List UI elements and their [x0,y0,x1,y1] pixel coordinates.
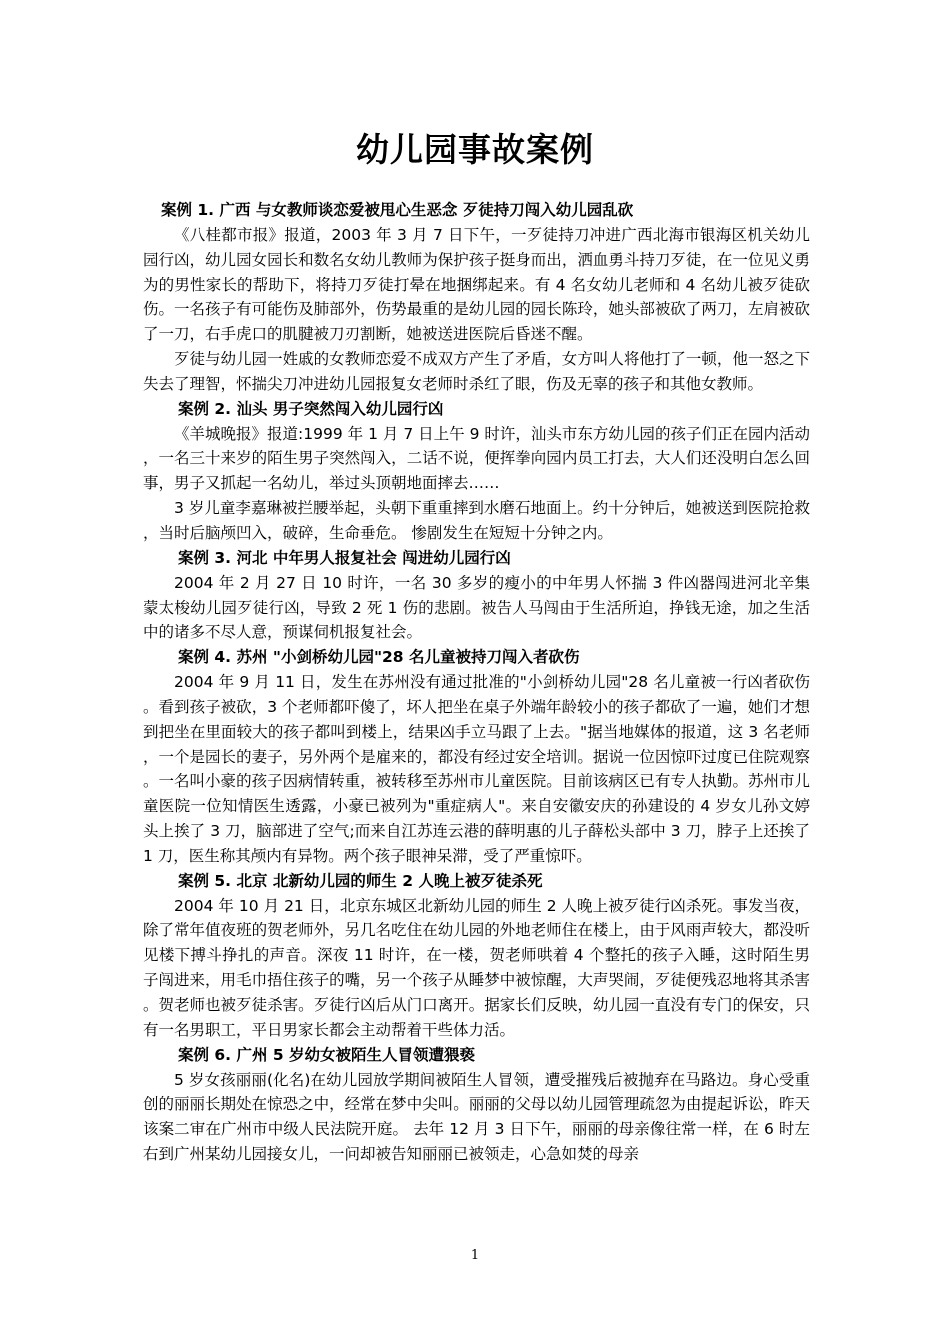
case-6-heading: 案例 6. 广州 5 岁幼女被陌生人冒领遭猥亵 [178,1045,476,1064]
case-2-heading: 案例 2. 汕头 男子突然闯入幼儿园行凶 [178,399,444,418]
case-1-paragraph-2: 歹徒与幼儿园一姓戚的女教师恋爱不成双方产生了矛盾，女方叫人将他打了一顿，他一怒之下失去了理智，怀揣尖刀冲进幼儿园报复女老师时杀红了眼，伤及无辜的孩子和其他女教师。 [143,350,810,393]
case-4-heading: 案例 4. 苏州 "小剑桥幼儿园"28 名儿童被持刀闯入者砍伤 [178,648,580,667]
case-1-paragraph-1: 《八桂都市报》报道，2003 年 3 月 7 日下午，一歹徒持刀冲进广西北海市银海区机关幼儿园行凶，幼儿园女园长和数名女幼儿教师为保护孩子挺身而出，洒血勇斗持刀歹徒，在一位见义勇为的男性家长的帮助下，将持刀歹徒打晕在地捆绑起来。有 4 名女幼儿老师和 4 名幼儿被歹徒砍伤。一名孩子有可能伤及肺部外，伤势最重的是幼儿园的园长陈玲，她头部被砍了两刀，左肩被砍了一刀，右手虎口的肌腱被刀刃割断，她被送进医院后昏迷不醒。 [143,225,810,344]
case-1-heading: 案例 1. 广西 与女教师谈恋爱被甩心生恶念 歹徒持刀闯入幼儿园乱砍 [161,201,634,219]
case-3-paragraph-1: 2004 年 2 月 27 日 10 时许，一名 30 多岁的瘦小的中年男人怀揣 3 件凶器闯进河北辛集蒙太梭幼儿园歹徒行凶，导致 2 死 1 伤的悲剧。被告人马闯由于生活所迫，挣钱无途，加之生活中的诸多不尽人意，预谋伺机报复社会。 [143,573,810,642]
case-4-paragraph-1: 2004 年 9 月 11 日，发生在苏州没有通过批准的"小剑桥幼儿园"28 名儿童被一行凶者砍伤。看到孩子被砍，3 个老师都吓傻了，坏人把坐在桌子外端年龄较小的孩子都砍了一遍，她们才想到把坐在里面较大的孩子都叫到楼上，结果凶手立马跟了上去。"据当地媒体的报道，这 3 名老师，一个是园长的妻子，另外两个是雇来的，都没有经过安全培训。据说一位因惊吓过度已住院观察。一名叫小豪的孩子因病情转重，被转移至苏州市儿童医院。目前该病区已有专人执勤。苏州市儿童医院一位知情医生透露，小豪已被列为"重症病人"。来自安徽安庆的孙建设的 4 岁女儿孙文婷头上挨了 3 刀，脑部进了空气;而来自江苏连云港的薛明惠的儿子薛松头部中 3 刀，脖子上还挨了 1 刀，医生称其颅内有异物。两个孩子眼神呆滞，受了严重惊吓。 [143,673,810,865]
document-title: 幼儿园事故案例 [356,130,594,169]
document-body [143,198,810,1167]
page-number: 1 [470,1248,480,1263]
case-3-heading: 案例 3. 河北 中年男人报复社会 闯进幼儿园行凶 [178,548,511,567]
case-6-paragraph-1: 5 岁女孩丽丽(化名)在幼儿园放学期间被陌生人冒领，遭受摧残后被抛弃在马路边。身心受重创的丽丽长期处在惊恐之中，经常在梦中尖叫。丽丽的父母以幼儿园管理疏忽为由提起诉讼，昨天该案二审在广州市中级人民法院开庭。 去年 12 月 3 日下午，丽丽的母亲像往常一样，在 6 时左右到广州某幼儿园接女儿，一问却被告知丽丽已被领走，心急如焚的母亲 [143,1070,810,1164]
case-2-paragraph-2: 3 岁儿童李嘉琳被拦腰举起，头朝下重重摔到水磨石地面上。约十分钟后，她被送到医院抢救，当时后脑颅凹入，破碎，生命垂危。 惨剧发生在短短十分钟之内。 [143,499,810,542]
case-2-paragraph-1: 《羊城晚报》报道:1999 年 1 月 7 日上午 9 时许，汕头市东方幼儿园的孩子们正在园内活动，一名三十来岁的陌生男子突然闯入，二话不说，便挥拳向园内员工打去，大人们还没明白怎么回事，男子又抓起一名幼儿，举过头顶朝地面摔去…… [143,424,810,493]
case-5-paragraph-1: 2004 年 10 月 21 日，北京东城区北新幼儿园的师生 2 人晚上被歹徒行凶杀死。事发当夜，除了常年值夜班的贺老师外，另几名吃住在幼儿园的外地老师住在楼上，由于风雨声较大，都没听见楼下搏斗挣扎的声音。深夜 11 时许，在一楼，贺老师哄着 4 个整托的孩子入睡，这时陌生男子闯进来，用毛巾捂住孩子的嘴，另一个孩子从睡梦中被惊醒，大声哭闹，歹徒便残忍地将其杀害。贺老师也被歹徒杀害。歹徒行凶后从门口离开。据家长们反映，幼儿园一直没有专门的保安，只有一名男职工，平日男家长都会主动帮着干些体力活。 [143,896,810,1039]
case-5-heading: 案例 5. 北京 北新幼儿园的师生 2 人晚上被歹徒杀死 [178,871,543,890]
